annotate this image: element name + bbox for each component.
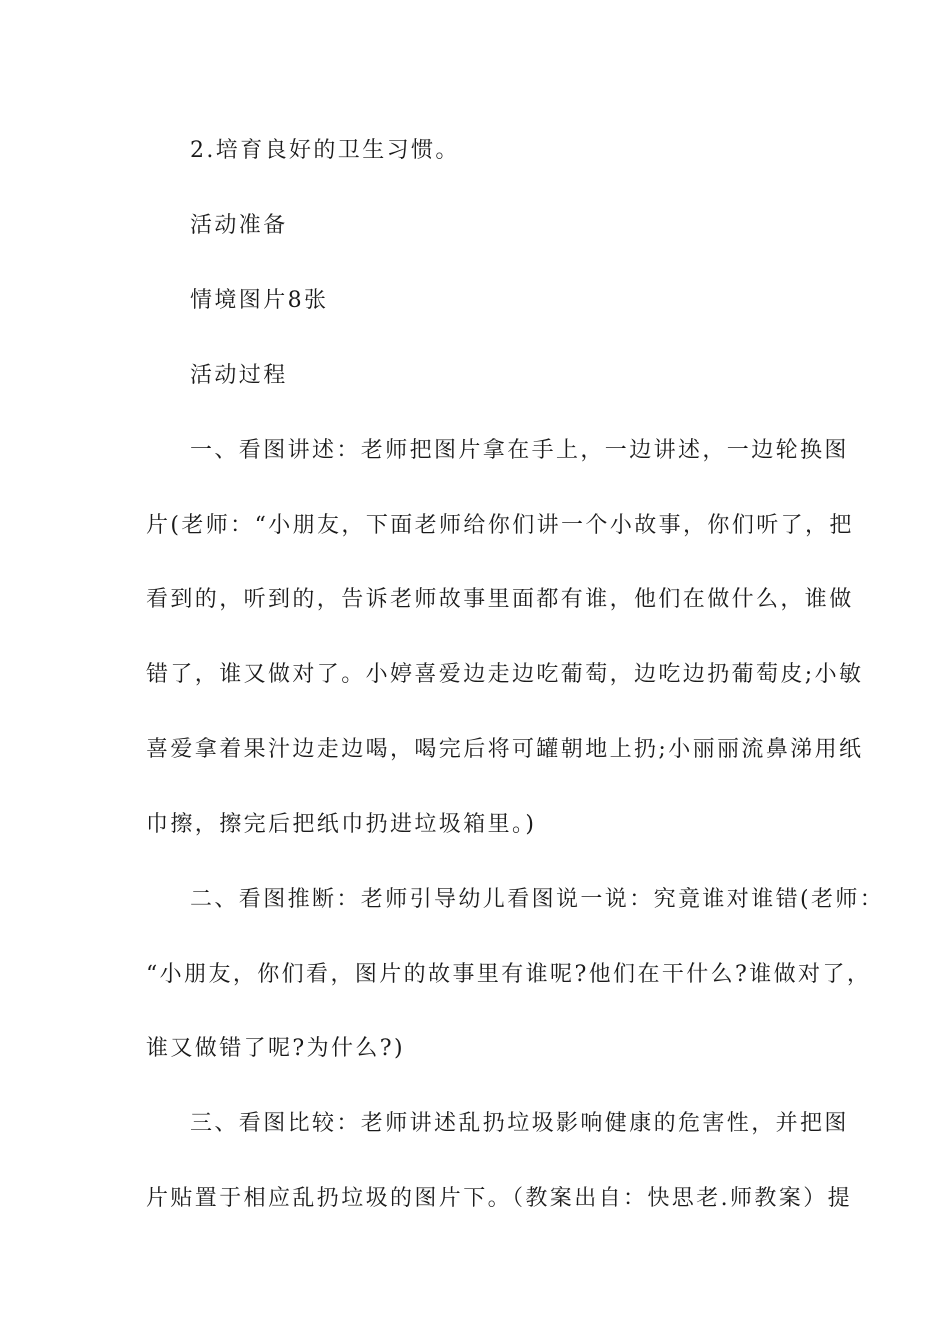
step-3-line-1: 三、看图比较：老师讲述乱扔垃圾影响健康的危害性，并把图 bbox=[190, 1111, 849, 1136]
goal-item-2: 2.培育良好的卫生习惯。 bbox=[190, 138, 460, 163]
heading-activity-process: 活动过程 bbox=[190, 363, 288, 388]
step-1-line-3: 看到的，听到的，告诉老师故事里面都有谁，他们在做什么，谁做 bbox=[146, 587, 854, 612]
step-2-line-3: 谁又做错了呢?为什么?) bbox=[146, 1036, 405, 1061]
step-1-line-4: 错了，谁又做对了。小婷喜爱边走边吃葡萄，边吃边扔葡萄皮;小敏 bbox=[146, 662, 864, 687]
step-1-line-5: 喜爱拿着果汁边走边喝，喝完后将可罐朝地上扔;小丽丽流鼻涕用纸 bbox=[146, 737, 864, 762]
step-2-line-1: 二、看图推断：老师引导幼儿看图说一说：究竟谁对谁错(老师： bbox=[190, 887, 885, 912]
step-1-line-2: 片(老师：“小朋友，下面老师给你们讲一个小故事，你们听了，把 bbox=[146, 513, 854, 538]
step-1-line-1: 一、看图讲述：老师把图片拿在手上，一边讲述，一边轮换图 bbox=[190, 438, 849, 463]
preparation-materials: 情境图片8张 bbox=[190, 288, 329, 313]
step-3-line-2: 片贴置于相应乱扔垃圾的图片下。（教案出自：快思老.师教案）提 bbox=[146, 1186, 852, 1211]
step-2-line-2: “小朋友，你们看，图片的故事里有谁呢?他们在干什么?谁做对了， bbox=[146, 962, 872, 987]
heading-activity-preparation: 活动准备 bbox=[190, 213, 288, 238]
step-1-line-6: 巾擦，擦完后把纸巾扔进垃圾箱里。) bbox=[146, 812, 537, 837]
